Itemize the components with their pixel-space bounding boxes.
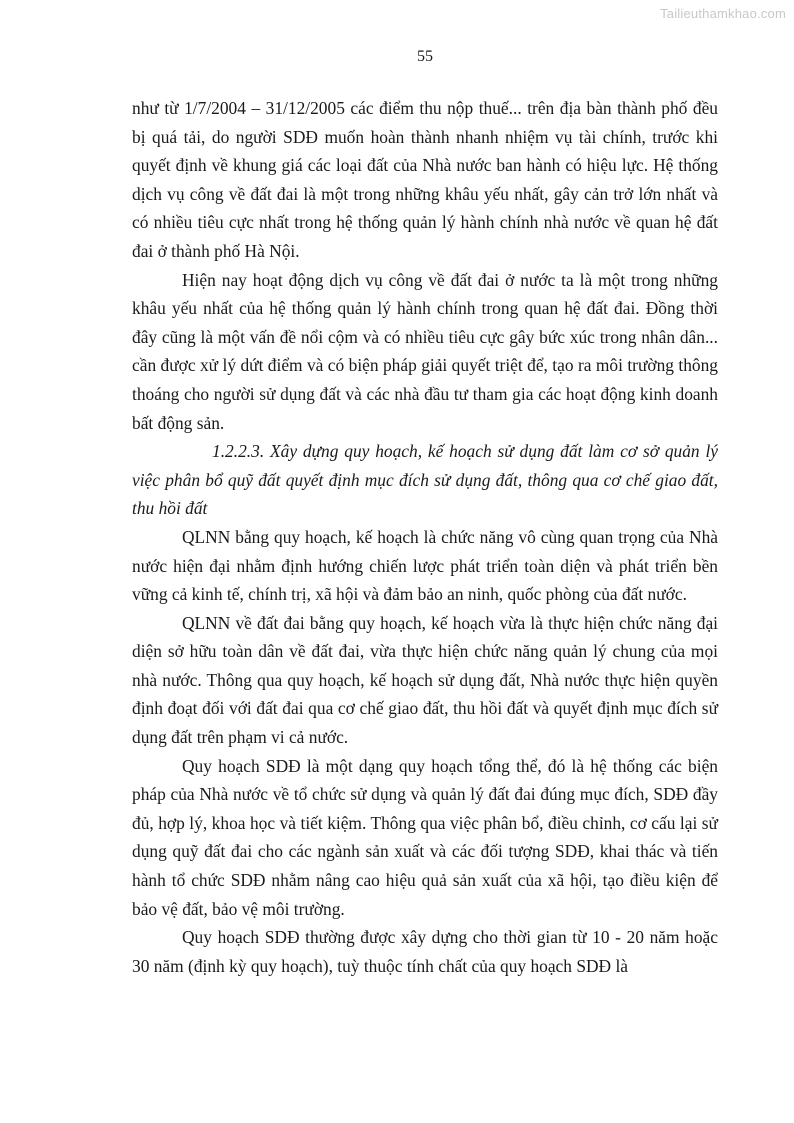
page-number: 55 <box>417 48 433 65</box>
document-body <box>132 94 718 980</box>
paragraph-continuation: như từ 1/7/2004 – 31/12/2005 các điểm thu nộp thuế... trên địa bàn thành phố đều bị quá tải, do người SDĐ muốn hoàn thành nhanh nhiệm vụ tài chính, trước khi quyết định về khung giá các loại đất của Nhà nước ban hành có hiệu lực. Hệ thống dịch vụ công về đất đai là một trong những khâu yếu nhất, gây cản trở lớn nhất và có nhiều tiêu cực nhất trong hệ thống quản lý hành chính nhà nước về quan hệ đất đai ở thành phố Hà Nội. <box>132 98 718 261</box>
watermark-text: Tailieuthamkhao.com <box>660 6 786 21</box>
paragraph-land-use-planning: Quy hoạch SDĐ là một dạng quy hoạch tổng thể, đó là hệ thống các biện pháp của Nhà nước về tổ chức sử dụng và quản lý đất đai đúng mục đích, SDĐ đầy đủ, hợp lý, khoa học và tiết kiệm. Thông qua việc phân bổ, điều chỉnh, cơ cấu lại sử dụng quỹ đất đai cho các ngành sản xuất và các đối tượng SDĐ, khai thác và tiến hành tổ chức SDĐ nhằm nâng cao hiệu quả sản xuất của xã hội, tạo điều kiện để bảo vệ đất, bảo vệ môi trường. <box>132 755 718 919</box>
section-heading: 1.2.2.3. Xây dựng quy hoạch, kế hoạch sử dụng đất làm cơ sở quản lý việc phân bổ quỹ đất quyết định mục đích sử dụng đất, thông qua cơ chế giao đất, thu hồi đất <box>132 441 718 519</box>
paragraph-public-services: Hiện nay hoạt động dịch vụ công về đất đai ở nước ta là một trong những khâu yếu nhất của hệ thống quản lý hành chính trong quan hệ đất đai. Đồng thời đây cũng là một vấn đề nổi cộm và có nhiều tiêu cực gây bức xúc trong nhân dân... cần được xử lý dứt điểm và có biện pháp giải quyết triệt để, tạo ra môi trường thông thoáng cho người sử dụng đất và các nhà đầu tư tham gia các hoạt động kinh doanh bất động sản. <box>132 269 718 433</box>
paragraph-planning-function: QLNN bằng quy hoạch, kế hoạch là chức năng vô cùng quan trọng của Nhà nước hiện đại nhằm định hướng chiến lược phát triển toàn diện và phát triển bền vững cả kinh tế, chính trị, xã hội và đảm bảo an ninh, quốc phòng của đất nước. <box>132 526 718 605</box>
paragraph-land-management: QLNN về đất đai bằng quy hoạch, kế hoạch vừa là thực hiện chức năng đại diện sở hữu toàn dân về đất đai, vừa thực hiện chức năng quản lý chung của mọi nhà nước. Thông qua quy hoạch, kế hoạch sử dụng đất, Nhà nước thực hiện quyền định đoạt đối với đất đai qua cơ chế giao đất, thu hồi đất và quyết định mục đích sử dụng đất trên phạm vi cả nước. <box>132 612 718 748</box>
paragraph-planning-period: Quy hoạch SDĐ thường được xây dựng cho thời gian từ 10 - 20 năm hoặc 30 năm (định kỳ quy hoạch), tuỳ thuộc tính chất của quy hoạch SDĐ là <box>132 927 718 976</box>
